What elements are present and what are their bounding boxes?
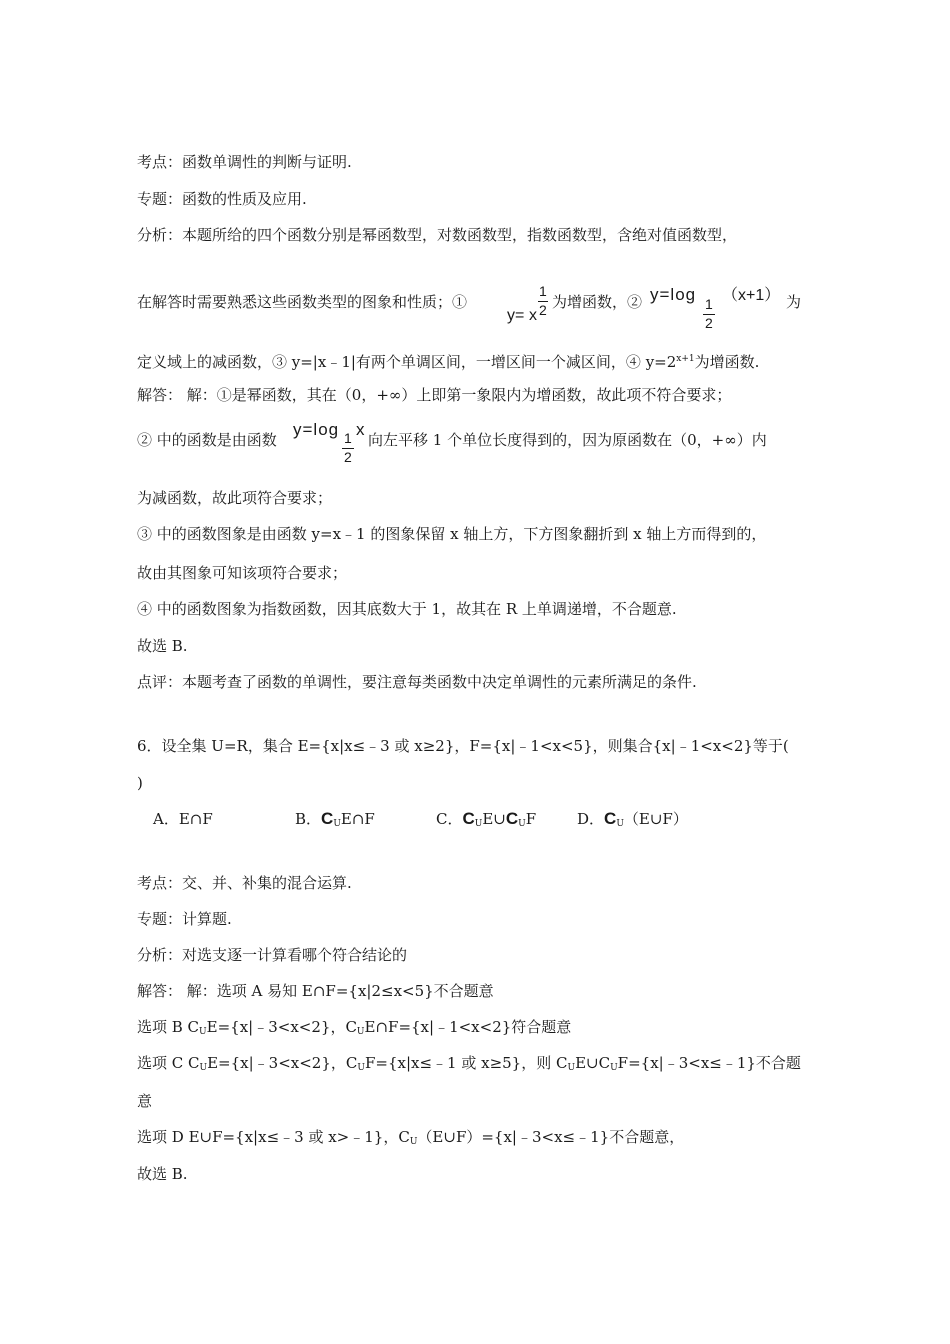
question-6-stem: 6．设全集 U=R，集合 E={x|x≤﹣3 或 x≥2}，F={x|﹣1<x<5}，则集合{x|﹣1<x<2}等于( bbox=[137, 737, 789, 755]
jieda-line-2-text-b: 向左平移 1 个单位长度得到的，因为原函数在（0，+∞）内 bbox=[368, 431, 767, 449]
line-text: E∪C bbox=[575, 1054, 611, 1072]
fenxi-line-3 bbox=[137, 349, 759, 372]
complement-symbol: C bbox=[321, 809, 334, 828]
kaodian-label-6: 考点：交、并、补集的混合运算. bbox=[137, 874, 352, 892]
answer-line-6: 故选 B. bbox=[137, 1165, 188, 1183]
jieda-line-5: 故由其图象可知该项符合要求； bbox=[137, 564, 348, 582]
line-text: 选项 C C bbox=[137, 1054, 200, 1072]
option-c-letter: C． bbox=[436, 810, 463, 828]
formula-exp-den: 2 bbox=[539, 302, 547, 318]
complement-subscript: U bbox=[474, 819, 483, 829]
fenxi-line-6: 分析：对选支逐一计算看哪个符合结论的 bbox=[137, 946, 408, 964]
jieda-line-1: 解答： 解：①是幂函数，其在（0，+∞）上即第一象限内为增函数，故此项不符合要求； bbox=[137, 386, 732, 404]
fenxi-line-2-text-c: 为 bbox=[786, 293, 802, 311]
zhuanti-label-6: 专题：计算题. bbox=[137, 910, 232, 928]
jieda-option-a: 解答： 解：选项 A 易知 E∩F={x|2≤x<5}不合题意 bbox=[137, 982, 494, 1000]
jieda-option-c-cont: 意 bbox=[137, 1092, 153, 1110]
option-b-expr: E∩F bbox=[340, 810, 375, 828]
formula-arg: x bbox=[356, 420, 365, 439]
jieda-line-3: 为减函数，故此项符合要求； bbox=[137, 489, 333, 507]
jieda-line-6: ④ 中的函数图象为指数函数，因其底数大于 1，故其在 R 上单调递增，不合题意. bbox=[137, 600, 677, 618]
fenxi-line-3-text: 定义域上的减函数，③ y=|x﹣1|有两个单调区间，一增区间一个减区间，④ y=2 bbox=[137, 353, 677, 371]
complement-symbol: C bbox=[505, 809, 519, 828]
complement-subscript: U bbox=[518, 819, 526, 829]
fenxi-line-1: 分析：本题所给的四个函数分别是幂函数型，对数函数型，指数函数型，含绝对值函数型， bbox=[137, 226, 738, 244]
complement-subscript: U bbox=[409, 1137, 418, 1147]
jieda-option-c bbox=[137, 1053, 801, 1078]
line-text: F={x|x≤﹣1 或 x≥5}，则 C bbox=[364, 1054, 568, 1072]
formula-base-num: 1 bbox=[344, 430, 352, 446]
formula-lhs: y= bbox=[507, 307, 525, 324]
complement-symbol: C bbox=[462, 809, 475, 828]
complement-subscript: U bbox=[333, 819, 341, 829]
complement-subscript: U bbox=[616, 819, 624, 829]
complement-symbol: C bbox=[604, 809, 617, 828]
line-text: E∩F={x|﹣1<x<2}符合题意 bbox=[364, 1018, 572, 1036]
option-a: A．E∩F bbox=[153, 810, 213, 828]
formula-base-den: 2 bbox=[344, 449, 352, 465]
line-text: F={x|﹣3<x≤﹣1}不合题 bbox=[617, 1054, 801, 1072]
option-c-expr: E∪ bbox=[482, 810, 506, 828]
answer-line: 故选 B. bbox=[137, 637, 188, 655]
formula-lhs: y=log bbox=[293, 420, 340, 439]
dianping-line: 点评：本题考查了函数的单调性，要注意每类函数中决定单调性的元素所满足的条件. bbox=[137, 673, 697, 691]
complement-subscript: U bbox=[610, 1063, 618, 1073]
line-text: 选项 D E∪F={x|x≤﹣3 或 x>﹣1}，C bbox=[137, 1128, 410, 1146]
line-text: E={x|﹣3<x<2}，C bbox=[207, 1054, 358, 1072]
line-text: E={x|﹣3<x<2}，C bbox=[206, 1018, 357, 1036]
formula-base-den: 2 bbox=[705, 315, 713, 331]
complement-subscript: U bbox=[199, 1027, 207, 1037]
exponent: x+1 bbox=[676, 354, 695, 364]
question-6-stem-close: ) bbox=[137, 774, 143, 792]
option-c-expr-end: F bbox=[525, 810, 537, 828]
line-text: （E∪F）={x|﹣3<x≤﹣1}不合题意， bbox=[417, 1128, 685, 1146]
jieda-option-d bbox=[137, 1127, 684, 1152]
formula-base-num: 1 bbox=[705, 296, 713, 312]
complement-subscript: U bbox=[567, 1063, 576, 1073]
formula-exp-num: 1 bbox=[539, 283, 547, 299]
fenxi-line-2-text: 在解答时需要熟悉这些函数类型的图象和性质；① bbox=[137, 293, 468, 311]
option-d-letter: D． bbox=[577, 810, 605, 828]
formula-lhs: y=log bbox=[650, 285, 697, 304]
fenxi-line-2-text-b: 为增函数，② bbox=[552, 293, 643, 311]
formula-arg: （x+1） bbox=[722, 287, 781, 304]
jieda-option-b bbox=[137, 1017, 571, 1042]
option-b-letter: B． bbox=[295, 810, 322, 828]
complement-subscript: U bbox=[356, 1027, 365, 1037]
formula-base: x bbox=[529, 307, 537, 324]
option-d bbox=[577, 809, 688, 834]
jieda-line-2-text: ② 中的函数是由函数 bbox=[137, 431, 277, 449]
option-c bbox=[436, 809, 536, 834]
fenxi-line-3-text-b: 为增函数. bbox=[694, 353, 760, 371]
complement-subscript: U bbox=[199, 1063, 208, 1073]
kaodian-label: 考点：函数单调性的判断与证明. bbox=[137, 153, 352, 171]
jieda-line-4: ③ 中的函数图象是由函数 y=x﹣1 的图象保留 x 轴上方，下方图象翻折到 x 轴上方而得到的， bbox=[137, 525, 767, 543]
option-b bbox=[295, 809, 375, 834]
complement-subscript: U bbox=[357, 1063, 365, 1073]
line-text: 选项 B C bbox=[137, 1018, 200, 1036]
option-d-expr: （E∪F） bbox=[623, 810, 688, 828]
zhuanti-label: 专题：函数的性质及应用. bbox=[137, 190, 307, 208]
